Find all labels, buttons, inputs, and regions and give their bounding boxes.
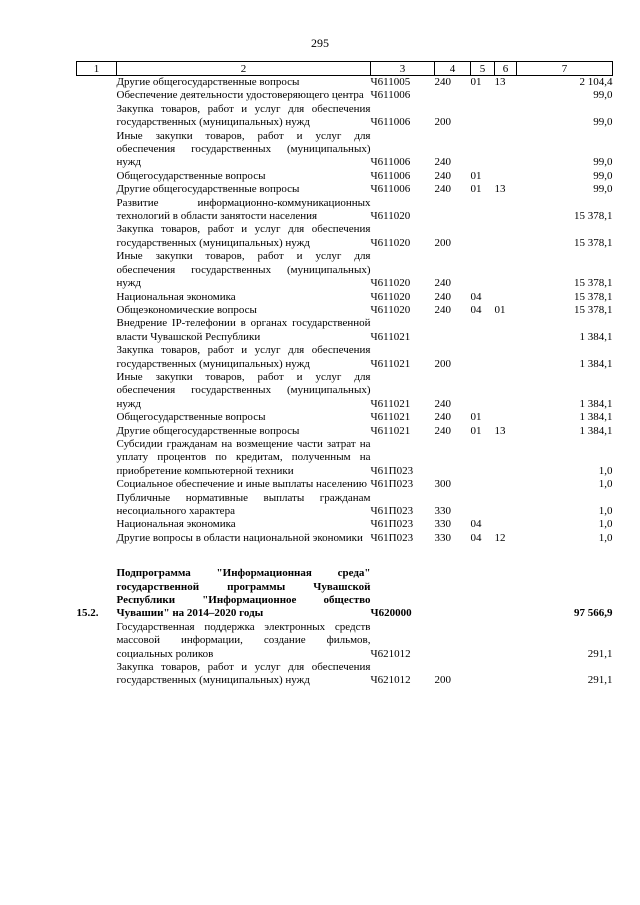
row-col-4: 240 [434,76,451,88]
row-amount: 1,0 [598,464,613,477]
row-col-6 [495,371,517,411]
row-col-6 [495,438,517,478]
row-code: Ч611006 [370,116,411,129]
table-row [77,89,613,102]
row-col-6: 12 [494,531,506,544]
table-row [77,532,613,545]
row-amount: 291,1 [587,647,613,660]
row-amount: 99,0 [593,116,613,129]
row-col-4: 240 [434,277,451,290]
row-col-6 [495,197,517,224]
row-code: Ч61П023 [370,478,414,491]
row-col-6 [495,250,517,290]
row-name: Публичные нормативные выплаты гражданам несоциального характера [116,491,371,517]
row-code: Ч611006 [370,169,411,182]
row-col-6 [495,103,517,130]
row-number [77,89,117,102]
row-number [77,317,117,344]
table-row [77,425,613,438]
row-amount: 1 384,1 [579,411,613,424]
table-row [77,371,613,411]
row-col-6 [495,661,517,688]
row-number [77,223,117,250]
row-number [77,291,117,304]
table-row [77,103,613,130]
row-code: Ч611020 [370,290,411,303]
row-amount: 1 384,1 [579,424,613,437]
row-col-5: 04 [470,518,482,531]
row-col-5 [471,197,495,224]
row-col-4: 200 [434,236,451,249]
row-col-5 [471,317,495,344]
table-row [77,183,613,196]
table-row [77,170,613,183]
header-col-7: 7 [517,62,613,76]
row-amount: 97 566,9 [574,607,613,620]
row-col-4: 200 [434,116,451,129]
row-col-6: 01 [494,303,506,316]
row-col-5 [471,621,495,661]
header-col-1: 1 [77,62,117,76]
row-col-6 [495,170,517,183]
row-col-6 [495,317,517,344]
row-name: Закупка товаров, работ и услуг для обеспечения государственных (муниципальных) нужд [116,102,371,129]
page-number: 295 [311,36,329,50]
row-amount: 1,0 [598,531,613,544]
row-col-4: 330 [434,518,451,531]
row-code: Ч61П023 [370,518,414,531]
row-code: Ч611005 [370,76,411,88]
row-amount: 15 378,1 [574,303,613,316]
row-col-6 [495,344,517,371]
row-col-4 [435,567,471,621]
row-code: Ч61П023 [370,505,414,517]
row-number [77,344,117,371]
row-col-5 [471,89,495,102]
row-col-4: 240 [434,290,451,303]
row-number [77,183,117,196]
row-code: Ч611006 [370,89,411,102]
table-row [77,130,613,170]
row-col-4: 300 [434,478,451,491]
table-row [77,317,613,344]
header-col-4: 4 [435,62,471,76]
table-row [77,478,613,491]
row-name: Другие общегосударственные вопросы [116,424,300,437]
table-row [77,661,613,688]
row-name: Другие общегосударственные вопросы [116,183,300,196]
row-number [77,621,117,661]
header-col-2: 2 [117,62,371,76]
row-amount: 291,1 [587,674,613,687]
table-row [77,76,613,90]
row-number [77,425,117,438]
row-amount: 99,0 [593,156,613,169]
header-col-6: 6 [495,62,517,76]
table-row [77,621,613,661]
row-col-5 [471,661,495,688]
row-number [77,478,117,491]
row-col-4: 240 [434,169,451,182]
row-amount: 15 378,1 [574,290,613,303]
row-name: Национальная экономика [116,518,236,531]
table-row [77,492,613,519]
row-amount: 1 384,1 [579,357,613,370]
row-number [77,438,117,478]
row-col-4: 240 [434,411,451,424]
row-col-6 [495,130,517,170]
row-col-6 [495,518,517,531]
row-col-5 [471,492,495,519]
table-row [77,197,613,224]
row-number [77,103,117,130]
row-name: Подпрограмма "Информационная среда" государственной программы Чувашской Республики "Информационное общество Чувашии" на 2014–2020 годы [116,567,371,620]
row-col-4 [435,89,471,102]
row-name: Общеэкономические вопросы [116,303,257,316]
row-col-5 [471,250,495,290]
row-number: 15.2. [76,607,99,620]
row-col-6: 13 [494,424,506,437]
table-row [77,304,613,317]
row-col-5: 04 [470,290,482,303]
table-row [77,411,613,424]
row-col-6 [495,492,517,519]
row-amount: 99,0 [593,89,613,102]
row-spacer [77,545,613,567]
table-row [77,567,613,621]
row-col-6 [495,478,517,491]
row-number [77,170,117,183]
table-row [77,250,613,290]
row-col-4: 240 [434,183,451,196]
row-number [77,130,117,170]
row-col-4 [435,438,471,478]
row-amount: 15 378,1 [574,236,613,249]
row-col-5 [471,478,495,491]
row-amount: 1 384,1 [579,397,613,410]
row-amount: 1,0 [598,478,613,491]
row-col-6 [495,621,517,661]
row-code: Ч621012 [370,647,411,660]
row-name: Другие вопросы в области национальной экономики [116,531,363,544]
row-code: Ч611020 [370,236,411,249]
row-name: Закупка товаров, работ и услуг для обеспечения государственных (муниципальных) нужд [116,223,371,249]
row-col-5: 01 [470,411,482,424]
row-name: Иные закупки товаров, работ и услуг для обеспечения государственных (муниципальных) нужд [116,129,371,169]
row-number [77,76,117,90]
row-col-5: 01 [470,76,482,88]
row-code: Ч611021 [370,357,411,370]
row-col-4 [435,317,471,344]
row-name: Общегосударственные вопросы [116,411,266,424]
row-code: Ч611021 [370,411,411,424]
row-col-5: 04 [470,303,482,316]
row-amount: 15 378,1 [574,210,613,223]
row-code: Ч620000 [370,607,412,620]
table-body [77,76,613,688]
row-name: Закупка товаров, работ и услуг для обеспечения государственных (муниципальных) нужд [116,344,371,370]
row-col-6: 13 [494,183,506,196]
row-number [77,371,117,411]
header-col-3: 3 [371,62,435,76]
row-code: Ч611006 [370,183,411,196]
row-col-5 [471,223,495,250]
row-code: Ч611020 [370,210,411,223]
row-col-4 [435,621,471,661]
row-amount: 1 384,1 [579,330,613,343]
row-col-6 [495,89,517,102]
row-name: Внедрение IP-телефонии в органах государственной власти Чувашской Республики [116,317,371,343]
row-number [77,532,117,545]
budget-table [76,61,613,688]
row-col-5 [471,130,495,170]
row-amount: 15 378,1 [574,277,613,290]
row-col-5: 01 [470,424,482,437]
table-row [77,344,613,371]
row-col-5 [471,344,495,371]
row-col-6 [495,291,517,304]
row-col-6 [495,411,517,424]
row-name: Другие общегосударственные вопросы [116,76,300,88]
row-name: Субсидии гражданам на возмещение части затрат на уплату процентов по кредитам, полученным на приобретение компьютерной техники [116,437,371,477]
row-col-5 [471,103,495,130]
row-number [77,304,117,317]
row-code: Ч61П023 [370,464,414,477]
row-amount: 99,0 [593,169,613,182]
row-amount: 99,0 [593,183,613,196]
row-col-6 [495,567,517,621]
row-col-5: 04 [470,531,482,544]
row-code: Ч611021 [370,330,411,343]
table-row [77,223,613,250]
row-name: Иные закупки товаров, работ и услуг для обеспечения государственных (муниципальных) нужд [116,370,371,410]
row-name: Национальная экономика [116,290,236,303]
row-name: Социальное обеспечение и иные выплаты населению [116,478,368,491]
header-col-5: 5 [471,62,495,76]
row-name: Государственная поддержка электронных средств массовой информации, создание фильмов, социальных роликов [116,620,371,660]
spacer-cell [77,545,613,567]
row-name: Общегосударственные вопросы [116,169,266,182]
row-amount: 1,0 [598,518,613,531]
table-row [77,291,613,304]
row-code: Ч621012 [370,674,411,687]
row-number [77,518,117,531]
row-col-4: 240 [434,156,451,169]
row-code: Ч611020 [370,277,411,290]
row-name: Иные закупки товаров, работ и услуг для обеспечения государственных (муниципальных) нужд [116,250,371,290]
table-row [77,518,613,531]
row-col-4: 240 [434,303,451,316]
row-col-5: 01 [470,169,482,182]
table-row [77,438,613,478]
row-code: Ч611006 [370,156,411,169]
row-name: Закупка товаров, работ и услуг для обеспечения государственных (муниципальных) нужд [116,661,371,687]
row-col-5: 01 [470,183,482,196]
row-col-4: 200 [434,357,451,370]
row-col-5 [471,371,495,411]
row-amount: 2 104,4 [579,76,613,88]
row-col-6: 13 [494,76,506,88]
row-number [77,411,117,424]
row-code: Ч611020 [370,303,411,316]
row-amount: 1,0 [598,505,613,517]
row-col-4 [435,197,471,224]
row-col-4: 200 [434,674,451,687]
row-number [77,661,117,688]
row-name: Развитие информационно-коммуникационных технологий в области занятости населения [116,196,371,223]
row-col-4: 240 [434,397,451,410]
header-row [77,62,613,76]
row-number [77,197,117,224]
row-col-4: 330 [434,505,451,517]
row-code: Ч611021 [370,397,411,410]
row-code: Ч61П023 [370,531,414,544]
row-code: Ч611021 [370,424,411,437]
table-header [77,62,613,76]
row-col-4: 330 [434,531,451,544]
row-col-4: 240 [434,424,451,437]
row-col-6 [495,223,517,250]
row-number [77,492,117,519]
row-col-5 [471,438,495,478]
row-name: Обеспечение деятельности удостоверяющего центра [116,89,364,102]
row-col-5 [471,567,495,621]
row-number [77,250,117,290]
